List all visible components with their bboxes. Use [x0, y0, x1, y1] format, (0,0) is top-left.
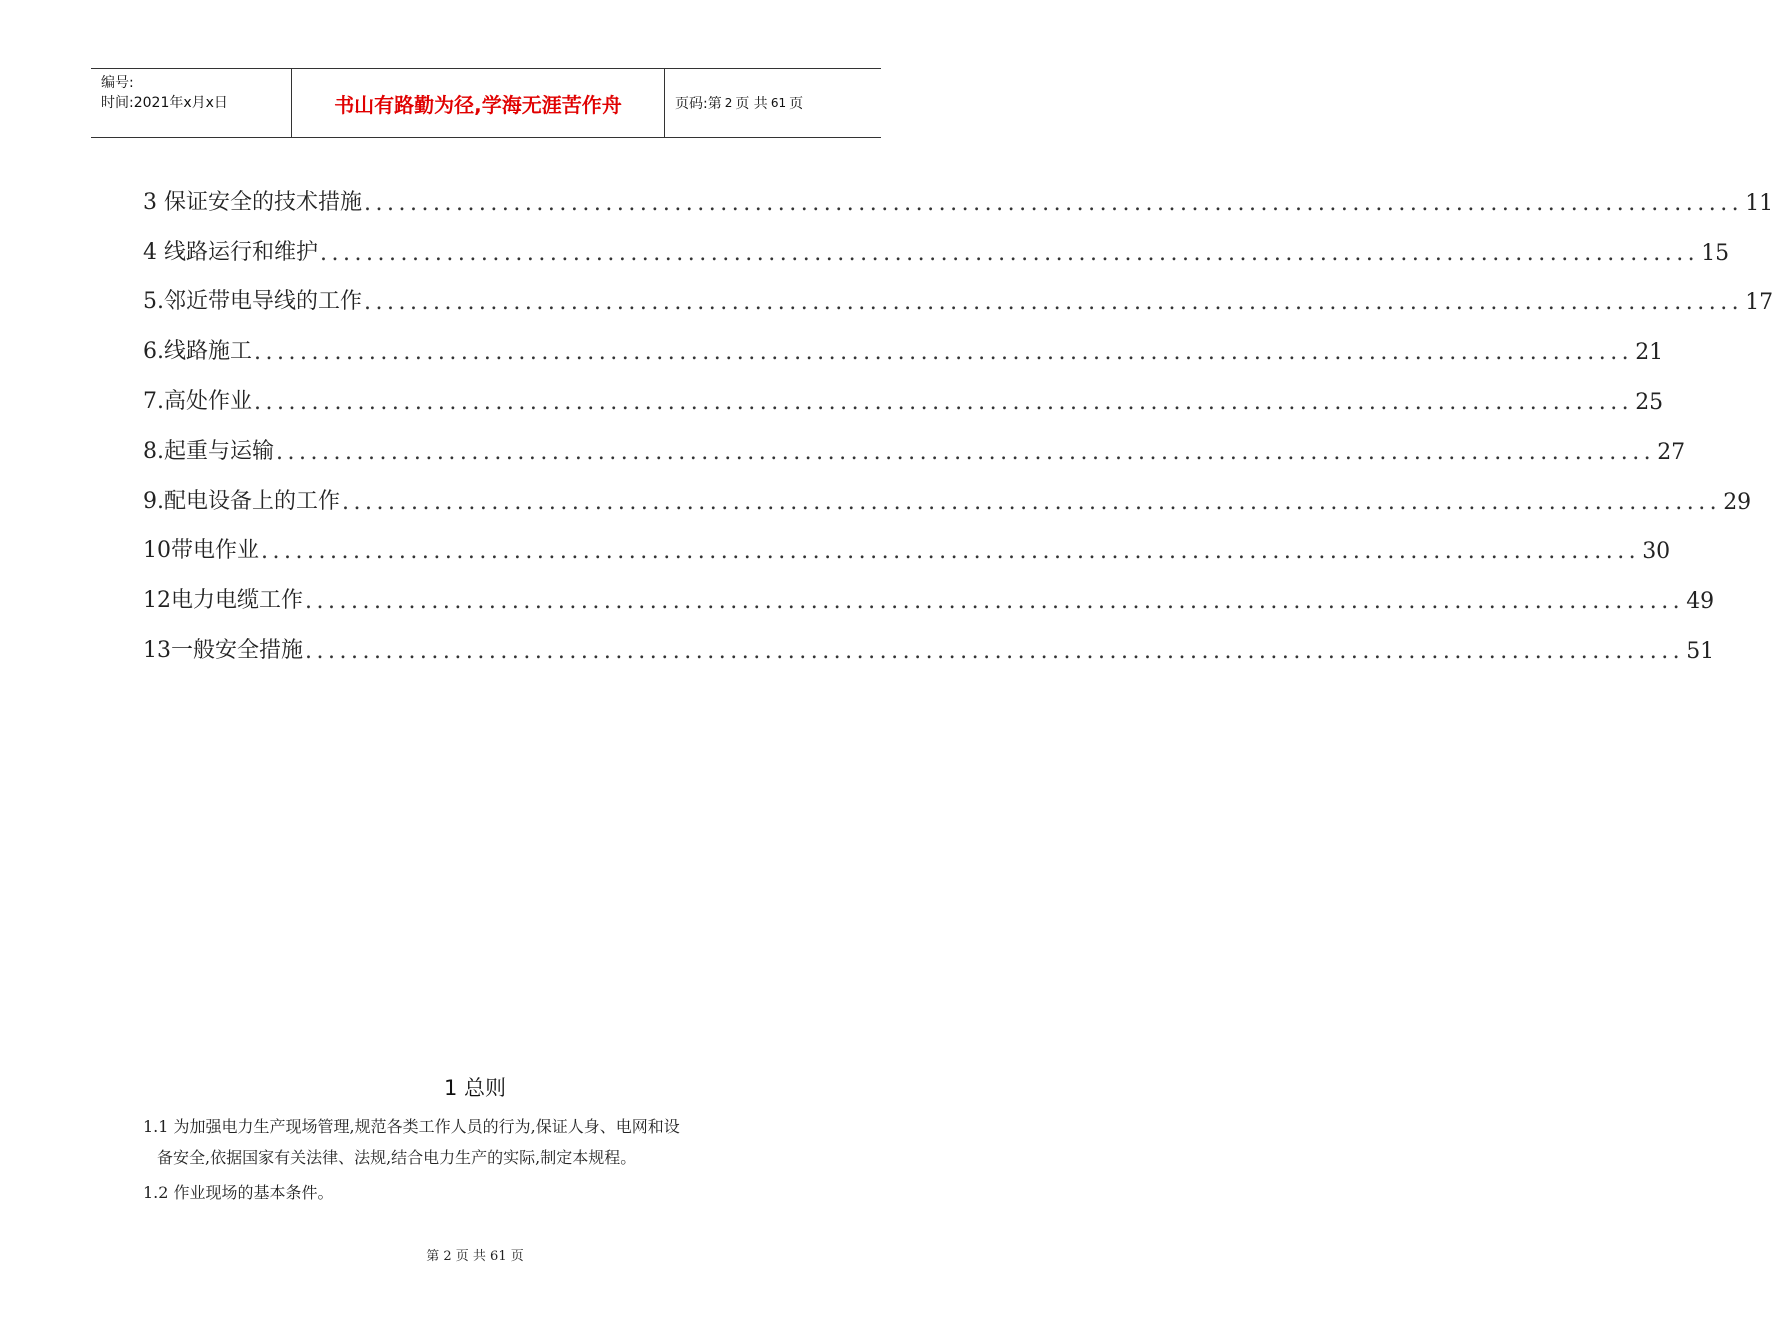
paragraph-1-2: 1.2 作业现场的基本条件。 [143, 1183, 334, 1202]
toc-entry[interactable] [143, 415, 1686, 465]
section-title: 1 总则 [443, 1076, 507, 1100]
toc-entry[interactable] [143, 315, 1664, 366]
page-current: 2 [724, 96, 733, 110]
toc-leader-dots: ........................................................................................................................ [254, 389, 1634, 415]
toc-entry-label: 13一般安全措施 [143, 637, 303, 663]
toc-leader-dots: ........................................................................................................................ [261, 539, 1641, 565]
document-number-label: 编号: [101, 75, 134, 91]
toc-leader-dots: ........................................................................................................................ [254, 340, 1634, 366]
toc-entry[interactable] [143, 564, 1715, 615]
toc-leader-dots: ........................................................................................................................ [342, 489, 1722, 515]
toc-entry-page: 17 [1745, 290, 1773, 316]
toc-leader-dots: ........................................................................................................................ [305, 638, 1685, 664]
toc-entry[interactable] [143, 266, 1773, 316]
toc-entry-page: 29 [1723, 489, 1752, 515]
header-info [91, 69, 292, 137]
toc-entry[interactable] [143, 515, 1671, 565]
page-suffix: 页 [789, 96, 804, 112]
page-header [91, 68, 881, 138]
toc-entry-page: 11 [1745, 190, 1773, 216]
header-page-number [665, 69, 881, 137]
toc-entry-page: 49 [1686, 589, 1715, 615]
toc-entry-label: 7.高处作业 [143, 388, 252, 414]
toc-entry[interactable] [143, 166, 1773, 216]
header-motto [292, 69, 665, 137]
toc-entry[interactable] [143, 465, 1752, 515]
motto-text: 书山有路勤为径,学海无涯苦作舟 [334, 92, 622, 117]
toc-entry-label: 8.起重与运输 [143, 438, 274, 464]
toc-leader-dots: ........................................................................................................................ [305, 589, 1685, 615]
toc-entry-page: 15 [1701, 240, 1730, 266]
toc-leader-dots: ........................................................................................................................ [364, 290, 1744, 316]
toc-entry-label: 3 保证安全的技术措施 [143, 189, 362, 215]
toc-entry[interactable] [143, 216, 1730, 266]
toc-entry[interactable] [143, 614, 1715, 664]
paragraph-1-1 [143, 1111, 833, 1173]
paragraph-1-1-line-1: 1.1 为加强电力生产现场管理,规范各类工作人员的行为,保证人身、电网和设 [143, 1117, 680, 1136]
toc-entry-page: 27 [1657, 439, 1686, 465]
toc-leader-dots: ........................................................................................................................ [320, 240, 1700, 266]
page-footer: 第 2 页 共 61 页 [426, 1249, 524, 1264]
toc-leader-dots: ........................................................................................................................ [364, 190, 1744, 216]
toc-entry-page: 51 [1686, 638, 1715, 664]
toc-entry-label: 4 线路运行和维护 [143, 239, 318, 265]
toc-leader-dots: ........................................................................................................................ [276, 439, 1656, 465]
page-mid: 页 共 [735, 96, 768, 112]
page-total: 61 [770, 96, 787, 110]
toc-entry[interactable] [143, 365, 1664, 415]
toc-entry-page: 25 [1635, 389, 1664, 415]
document-time: 时间:2021年x月x日 [101, 95, 228, 111]
paragraph-1-1-line-2: 备安全,依据国家有关法律、法规,结合电力生产的实际,制定本规程。 [157, 1148, 637, 1167]
toc-entry-label: 5.邻近带电导线的工作 [143, 289, 362, 315]
toc-entry-page: 21 [1635, 340, 1664, 366]
page-prefix: 页码:第 [675, 96, 722, 112]
toc-entry-page: 30 [1642, 539, 1671, 565]
table-of-contents [143, 166, 1773, 664]
toc-entry-label: 9.配电设备上的工作 [143, 488, 340, 514]
toc-entry-label: 12电力电缆工作 [143, 588, 303, 614]
toc-entry-label: 6.线路施工 [143, 339, 252, 365]
toc-entry-label: 10带电作业 [143, 538, 259, 564]
